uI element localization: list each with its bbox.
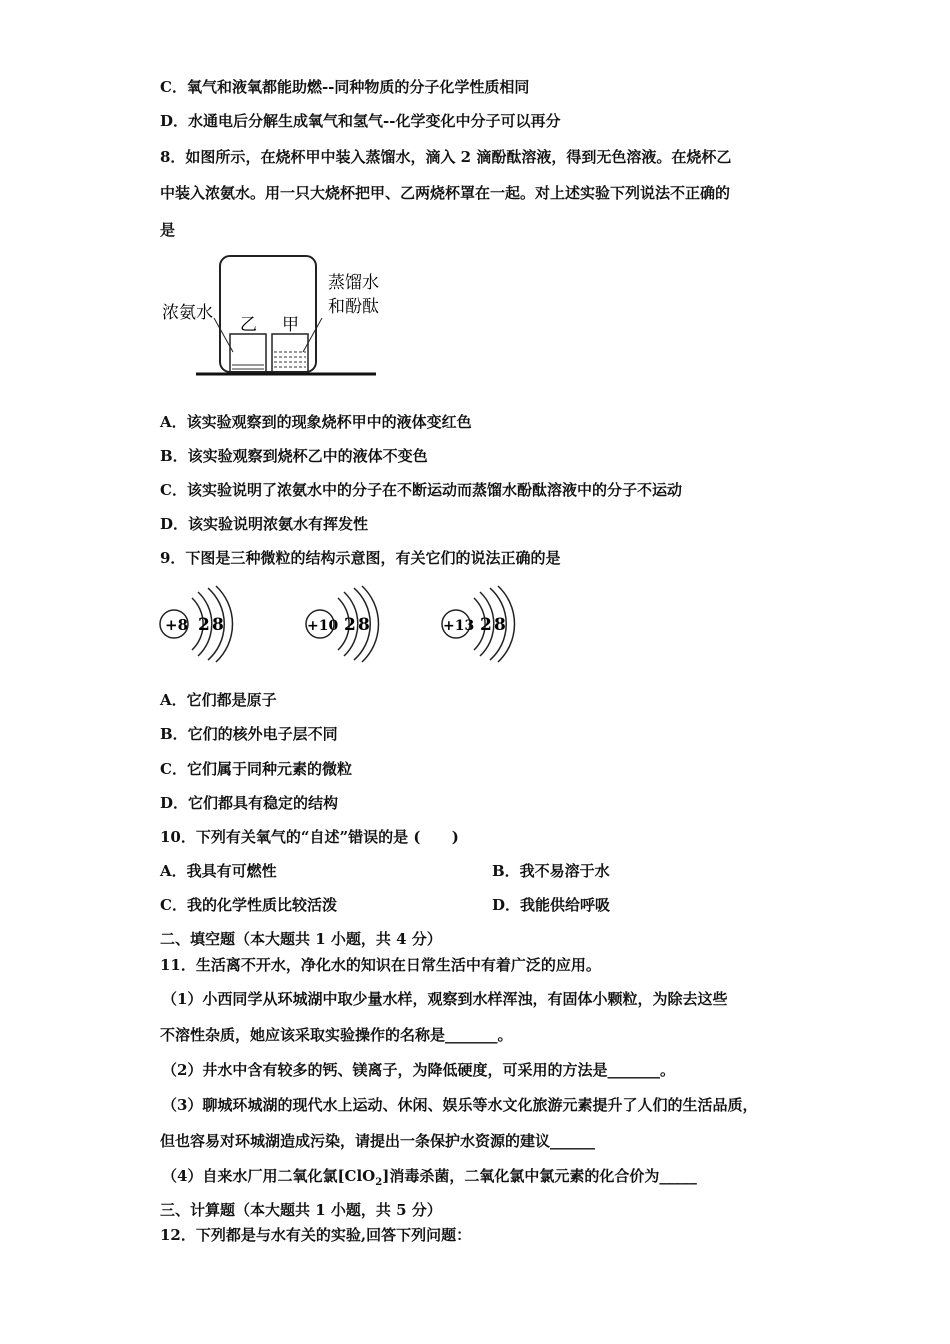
q11-part3-line2: 但也容易对环城湖造成污染，请提出一条保护水资源的建议______ <box>160 1132 596 1150</box>
q10-stem: 10．下列有关氧气的“自述”错误的是 ( ) <box>160 828 459 846</box>
beaker-jia <box>272 334 308 372</box>
svg-text:2: 2 <box>198 615 210 635</box>
svg-text:8: 8 <box>494 615 506 635</box>
label-beaker-yi: 乙 <box>240 315 257 335</box>
particle-diagram-2 <box>302 584 394 668</box>
large-beaker <box>220 256 316 372</box>
label-beaker-jia: 甲 <box>282 315 299 335</box>
q10-option-c: C．我的化学性质比较活泼 <box>160 896 337 914</box>
svg-text:2: 2 <box>480 615 492 635</box>
label-distilled-water: 蒸馏水 <box>328 273 379 293</box>
section2-heading: 二、填空题（本大题共 1 小题，共 4 分） <box>160 930 442 948</box>
q11-part4: （4）自来水厂用二氧化氯[ClO$_2$]消毒杀菌，二氧化氯中氯元素的化合价为_____ <box>162 1167 697 1188</box>
q8-stem-line1: 8．如图所示，在烧杯甲中装入蒸馏水，滴入 2 滴酚酞溶液，得到无色溶液。在烧杯乙 <box>160 148 732 166</box>
q9-option-b: B．它们的核外电子层不同 <box>160 725 338 743</box>
q7-option-d: D．水通电后分解生成氧气和氢气--化学变化中分子可以再分 <box>160 112 561 130</box>
q11-part3-line1: （3）聊城环城湖的现代水上运动、休闲、娱乐等水文化旅游元素提升了人们的生活品质， <box>162 1096 758 1114</box>
q8-option-d: D．该实验说明浓氨水有挥发性 <box>160 515 369 533</box>
svg-text:8: 8 <box>358 615 370 635</box>
q10-option-b: B．我不易溶于水 <box>492 862 610 880</box>
q11-stem: 11．生活离不开水，净化水的知识在日常生活中有着广泛的应用。 <box>160 956 601 974</box>
pointer-right <box>303 318 322 352</box>
q10-option-d: D．我能供给呼吸 <box>492 896 611 914</box>
label-phenolphthalein: 和酚酞 <box>328 297 379 317</box>
q8-option-c: C．该实验说明了浓氨水中的分子在不断运动而蒸馏水酚酞溶液中的分子不运动 <box>160 481 682 499</box>
q9-stem: 9．下图是三种微粒的结构示意图，有关它们的说法正确的是 <box>160 549 561 567</box>
section3-heading: 三、计算题（本大题共 1 小题，共 5 分） <box>160 1201 442 1219</box>
q8-option-b: B．该实验观察到烧杯乙中的液体不变色 <box>160 447 428 465</box>
q11-part1-line1: （1）小西同学从环城湖中取少量水样，观察到水样浑浊，有固体小颗粒，为除去这些 <box>162 990 728 1008</box>
svg-text:+10: +10 <box>307 618 339 634</box>
label-conc-ammonia: 浓氨水 <box>162 303 213 323</box>
q12-stem: 12．下列都是与水有关的实验,回答下列问题： <box>160 1226 472 1244</box>
q8-stem-line3: 是 <box>160 221 176 239</box>
q9-option-a: A．它们都是原子 <box>160 691 277 709</box>
beaker-yi <box>230 334 266 372</box>
svg-text:2: 2 <box>344 615 356 635</box>
q9-option-d: D．它们都具有稳定的结构 <box>160 794 339 812</box>
beaker-experiment-figure <box>158 252 398 382</box>
q10-option-a: A．我具有可燃性 <box>160 862 277 880</box>
q8-option-a: A．该实验观察到的现象烧杯甲中的液体变红色 <box>160 413 472 431</box>
particle-diagram-3 <box>438 584 530 668</box>
q7-option-c: C．氧气和液氧都能助燃--同种物质的分子化学性质相同 <box>160 78 530 96</box>
q11-part1-line2: 不溶性杂质，她应该采取实验操作的名称是_______。 <box>160 1026 513 1044</box>
q8-stem-line2: 中装入浓氨水。用一只大烧杯把甲、乙两烧杯罩在一起。对上述实验下列说法不正确的 <box>160 184 731 202</box>
svg-text:8: 8 <box>212 615 224 635</box>
q11-part2: （2）井水中含有较多的钙、镁离子，为降低硬度，可采用的方法是_______。 <box>162 1061 675 1079</box>
svg-text:+13: +13 <box>443 618 475 634</box>
svg-text:+8: +8 <box>165 616 189 634</box>
q9-option-c: C．它们属于同种元素的微粒 <box>160 760 352 778</box>
particle-diagram-1 <box>156 584 248 668</box>
